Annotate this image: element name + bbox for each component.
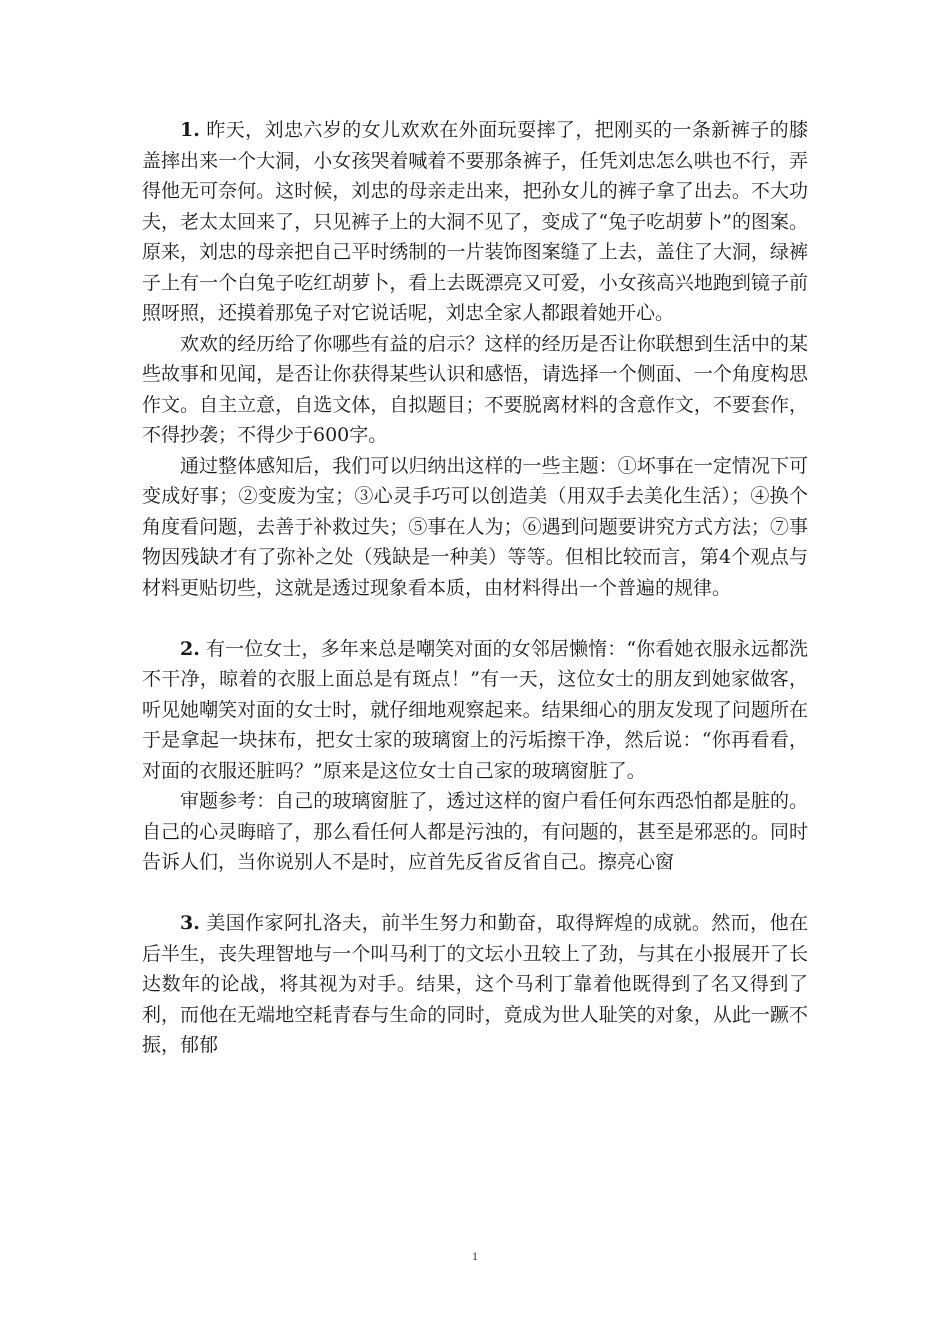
page-number: 1 [472, 1249, 478, 1263]
question-1-analysis: 通过整体感知后，我们可以归纳出这样的一些主题：①坏事在一定情况下可变成好事；②变废为宝；③心灵手巧可以创造美（用双手去美化生活）；④换个角度看问题，去善于补救过失；⑤事在人为；⑥遇到问题要讲究方式方法；⑦事物因残缺才有了弥补之处（残缺是一种美）等等。但相比较而言，第4个观点与材料更贴切些，这就是透过现象看本质，由材料得出一个普遍的规律。 [142, 454, 808, 599]
section-spacer [142, 603, 808, 634]
question-3-material [142, 908, 808, 1061]
question-2-material [142, 634, 808, 787]
document-body [142, 115, 808, 1061]
question-2-analysis: 审题参考：自己的玻璃窗脏了，透过这样的窗户看任何东西恐怕都是脏的。自己的心灵晦暗了，那么看任何人都是污浊的，有问题的，甚至是邪恶的。同时告诉人们，当你说别人不是时，应首先反省反省自己。擦亮心窗 [142, 790, 808, 873]
question-1-number: 1. [180, 119, 200, 141]
question-2-number: 2. [180, 637, 200, 660]
question-3-text: 美国作家阿扎洛夫，前半生努力和勤奋，取得辉煌的成就。然而，他在后半生，丧失理智地与一个叫马利丁的文坛小丑较上了劲，与其在小报展开了长达数年的论战，将其视为对手。结果，这个马利丁靠着他既得到了名又得到了利，而他在无端地空耗青春与生命的同时，竟成为世人耻笑的对象，从此一蹶不振，郁郁 [142, 912, 808, 1056]
question-1-material [142, 115, 808, 329]
question-3-number: 3. [180, 912, 200, 934]
section-spacer [142, 878, 808, 909]
question-1-text: 昨天，刘忠六岁的女儿欢欢在外面玩耍摔了，把刚买的一条新裤子的膝盖摔出来一个大洞，小女孩哭着喊着不要那条裤子，任凭刘忠怎么哄也不行，弄得他无可奈何。这时候，刘忠的母亲走出来，把孙女儿的裤子拿了出去。不大功夫，老太太回来了，只见裤子上的大洞不见了，变成了“兔子吃胡萝卜”的图案。原来，刘忠的母亲把自己平时绣制的一片装饰图案缝了上去，盖住了大洞，绿裤子上有一个白兔子吃红胡萝卜，看上去既漂亮又可爱，小女孩高兴地跑到镜子前照呀照，还摸着那兔子对它说话呢，刘忠全家人都跟着她开心。 [142, 119, 808, 324]
question-2-text: 有一位女士，多年来总是嘲笑对面的女邻居懒惰：“你看她衣服永远都洗不干净，晾着的衣服上面总是有斑点！”有一天，这位女士的朋友到她家做客，听见她嘲笑对面的女士时，就仔细地观察起来。结果细心的朋友发现了问题所在于是拿起一块抹布，把女士家的玻璃窗上的污垢擦干净，然后说：“你再看看，对面的衣服还脏吗？”原来是这位女士自己家的玻璃窗脏了。 [142, 637, 808, 782]
question-1-prompt: 欢欢的经历给了你哪些有益的启示？这样的经历是否让你联想到生活中的某些故事和见闻，是否让你获得某些认识和感悟，请选择一个侧面、一个角度构思作文。自主立意，自选文体，自拟题目；不要脱离材料的含意作文，不要套作，不得抄袭；不得少于600字。 [142, 332, 808, 446]
